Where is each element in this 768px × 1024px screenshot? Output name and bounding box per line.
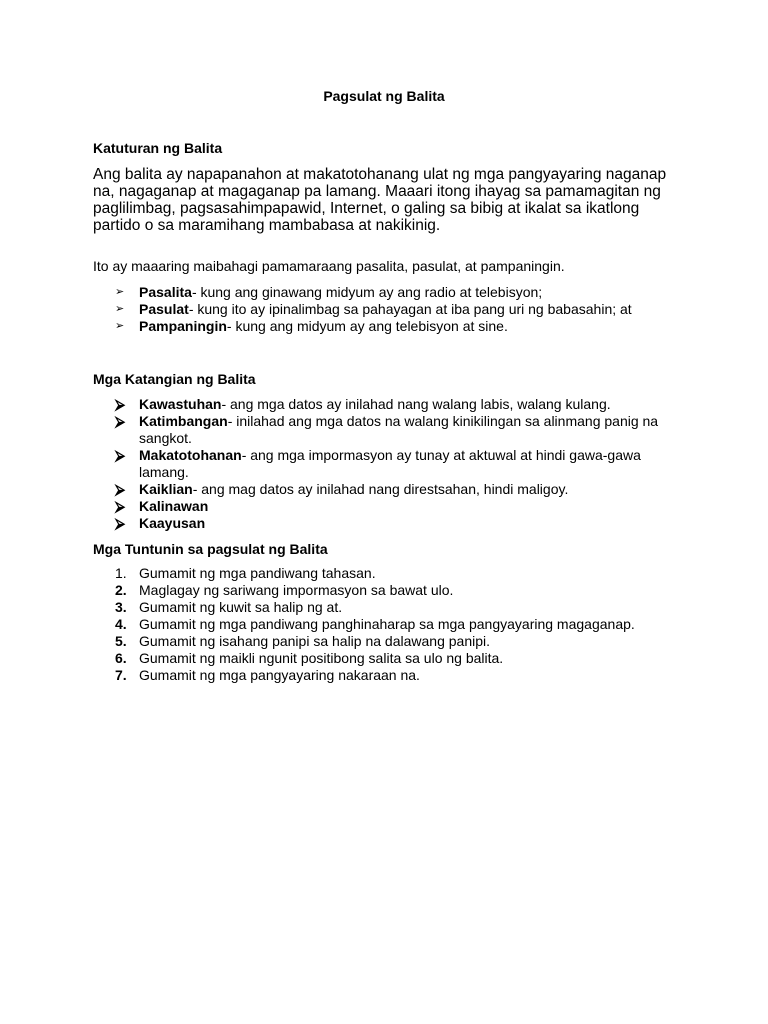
item-term: Kaiklian bbox=[139, 481, 193, 497]
item-text: Gumamit ng mga pandiwang tahasan. bbox=[139, 565, 376, 581]
modes-list bbox=[93, 284, 673, 335]
list-item bbox=[93, 318, 673, 335]
item-number: 2. bbox=[115, 582, 127, 598]
arrow-bullet-icon: ➢ bbox=[115, 286, 125, 298]
item-number: 1. bbox=[115, 565, 127, 581]
item-term: Makatotohanan bbox=[139, 447, 242, 463]
arrowhead-bullet-icon: ⮚ bbox=[115, 447, 125, 463]
list-item bbox=[93, 582, 673, 599]
item-number: 6. bbox=[115, 650, 127, 666]
item-text: - ang mga impormasyon ay tunay at aktuwal at hindi gawa-gawa lamang. bbox=[139, 447, 641, 480]
list-item bbox=[93, 599, 673, 616]
list-item bbox=[93, 650, 673, 667]
item-term: Pasulat bbox=[139, 301, 189, 317]
item-text: - ang mga datos ay inilahad nang walang labis, walang kulang. bbox=[221, 396, 611, 412]
item-number: 3. bbox=[115, 599, 127, 615]
rules-list bbox=[93, 565, 673, 684]
item-text: Gumamit ng kuwit sa halip ng at. bbox=[139, 599, 343, 615]
item-term: Pampaningin bbox=[139, 318, 227, 334]
intro-paragraph: Ang balita ay napapanahon at makatotohanang ulat ng mga pangyayaring naganap na, nagaganap at magaganap pa lamang. Maaari itong ihayag sa pamamagitan ng paglilimbag, pagsasahimpapawid, Internet, o galing sa bibig at ikalat sa ikatlong partido o sa maramihang mambabasa at nakikinig. bbox=[93, 166, 667, 234]
item-number: 5. bbox=[115, 633, 127, 649]
list-item bbox=[93, 498, 673, 515]
list-item bbox=[93, 284, 673, 301]
characteristics-list bbox=[93, 396, 673, 532]
item-text: Gumamit ng mga pangyayaring nakaraan na. bbox=[139, 667, 420, 683]
item-text: - kung ang midyum ay ang telebisyon at sine. bbox=[226, 318, 508, 334]
arrowhead-bullet-icon: ⮚ bbox=[115, 498, 125, 514]
section-heading-katangian: Mga Katangian ng Balita bbox=[93, 371, 256, 387]
list-item bbox=[93, 413, 673, 447]
item-text: - inilahad ang mga datos na walang kinikilingan sa alinmang panig na sangkot. bbox=[139, 413, 659, 446]
item-text: - kung ang ginawang midyum ay ang radio at telebisyon; bbox=[191, 284, 543, 300]
item-term: Kalinawan bbox=[139, 498, 209, 514]
item-text: Gumamit ng mga pandiwang panghinaharap sa mga pangyayaring magaganap. bbox=[139, 616, 635, 632]
section-heading-tuntunin: Mga Tuntunin sa pagsulat ng Balita bbox=[93, 541, 328, 557]
list-item bbox=[93, 633, 673, 650]
modes-paragraph: Ito ay maaaring maibahagi pamamaraang pasalita, pasulat, at pampaningin. bbox=[93, 258, 565, 274]
list-item bbox=[93, 616, 673, 633]
list-item bbox=[93, 301, 673, 318]
list-item bbox=[93, 667, 673, 684]
page-title: Pagsulat ng Balita bbox=[323, 88, 445, 104]
item-number: 4. bbox=[115, 616, 127, 632]
arrowhead-bullet-icon: ⮚ bbox=[115, 515, 125, 531]
arrowhead-bullet-icon: ⮚ bbox=[115, 396, 125, 412]
item-term: Katimbangan bbox=[139, 413, 228, 429]
list-item bbox=[93, 481, 673, 498]
arrow-bullet-icon: ➢ bbox=[115, 303, 125, 315]
list-item bbox=[93, 396, 673, 413]
item-text: Gumamit ng maikli ngunit positibong salita sa ulo ng balita. bbox=[139, 650, 504, 666]
list-item bbox=[93, 565, 673, 582]
item-text: - kung ito ay ipinalimbag sa pahayagan at iba pang uri ng babasahin; at bbox=[188, 301, 632, 317]
item-term: Pasalita bbox=[139, 284, 192, 300]
item-text: - ang mag datos ay inilahad nang direstsahan, hindi maligoy. bbox=[192, 481, 569, 497]
item-number: 7. bbox=[115, 667, 127, 683]
section-heading-katuturan: Katuturan ng Balita bbox=[93, 140, 223, 156]
arrow-bullet-icon: ➢ bbox=[115, 320, 125, 332]
item-text: Gumamit ng isahang panipi sa halip na dalawang panipi. bbox=[139, 633, 491, 649]
list-item bbox=[93, 447, 673, 481]
list-item bbox=[93, 515, 673, 532]
item-term: Kawastuhan bbox=[139, 396, 222, 412]
item-text: Maglagay ng sariwang impormasyon sa bawat ulo. bbox=[139, 582, 454, 598]
arrowhead-bullet-icon: ⮚ bbox=[115, 481, 125, 497]
item-term: Kaayusan bbox=[139, 515, 206, 531]
arrowhead-bullet-icon: ⮚ bbox=[115, 413, 125, 429]
